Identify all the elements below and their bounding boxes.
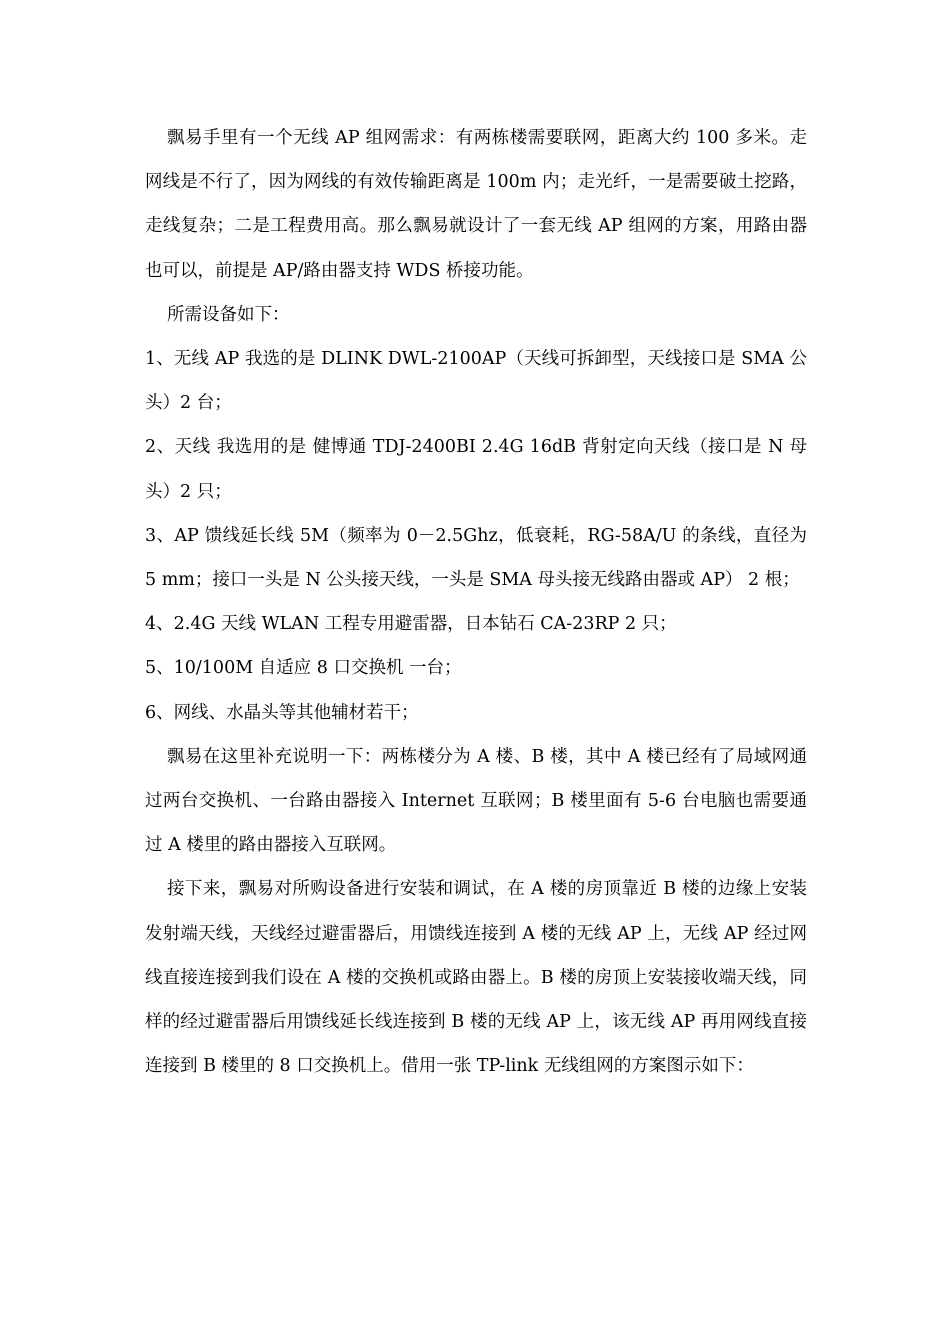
supplement-paragraph: 飘易在这里补充说明一下：两栋楼分为 A 楼、B 楼，其中 A 楼已经有了局域网通过两台交换机、一台路由器接入 Internet 互联网；B 楼里面有 5-6 台电脑也需要通过 A 楼里的路由器接入互联网。 [145, 746, 807, 856]
equipment-item-5: 5、10/100M 自适应 8 口交换机 一台； [145, 658, 462, 679]
installation-paragraph: 接下来，飘易对所购设备进行安装和调试，在 A 楼的房顶靠近 B 楼的边缘上安装发射端天线，天线经过避雷器后，用馈线连接到 A 楼的无线 AP 上，无线 AP 经过网线直接连接到我们设在 A 楼的交换机或路由器上。B 楼的房顶上安装接收端天线，同样的经过避雷器后用馈线延长线连接到 B 楼的无线 AP 上，该无线 AP 再用网线直接连接到 B 楼里的 8 口交换机上。借用一张 TP-link 无线组网的方案图示如下： [145, 879, 807, 1077]
equipment-item-1: 1、无线 AP 我选的是 DLINK DWL-2100AP（天线可拆卸型，天线接口是 SMA 公头）2 台； [145, 349, 807, 414]
equipment-item-2: 2、天线 我选用的是 健博通 TDJ-2400BI 2.4G 16dB 背射定向天线（接口是 N 母头）2 只； [145, 437, 807, 502]
document-body [145, 116, 807, 1088]
equipment-item-6: 6、网线、水晶头等其他辅材若干； [145, 702, 419, 723]
equipment-heading: 所需设备如下： [167, 304, 290, 325]
equipment-item-4: 4、2.4G 天线 WLAN 工程专用避雷器，日本钻石 CA-23RP 2 只； [145, 614, 677, 635]
equipment-item-3: 3、AP 馈线延长线 5M（频率为 0－2.5Ghz，低衰耗，RG-58A/U 的条线，直径为 5 mm；接口一头是 N 公头接天线，一头是 SMA 母头接无线路由器或 AP） 2 根； [145, 525, 807, 591]
intro-paragraph: 飘易手里有一个无线 AP 组网需求：有两栋楼需要联网，距离大约 100 多米。走网线是不行了，因为网线的有效传输距离是 100m 内；走光纤，一是需要破土挖路，走线复杂；二是工程费用高。那么飘易就设计了一套无线 AP 组网的方案，用路由器也可以，前提是 AP/路由器支持 WDS 桥接功能。 [145, 128, 807, 281]
